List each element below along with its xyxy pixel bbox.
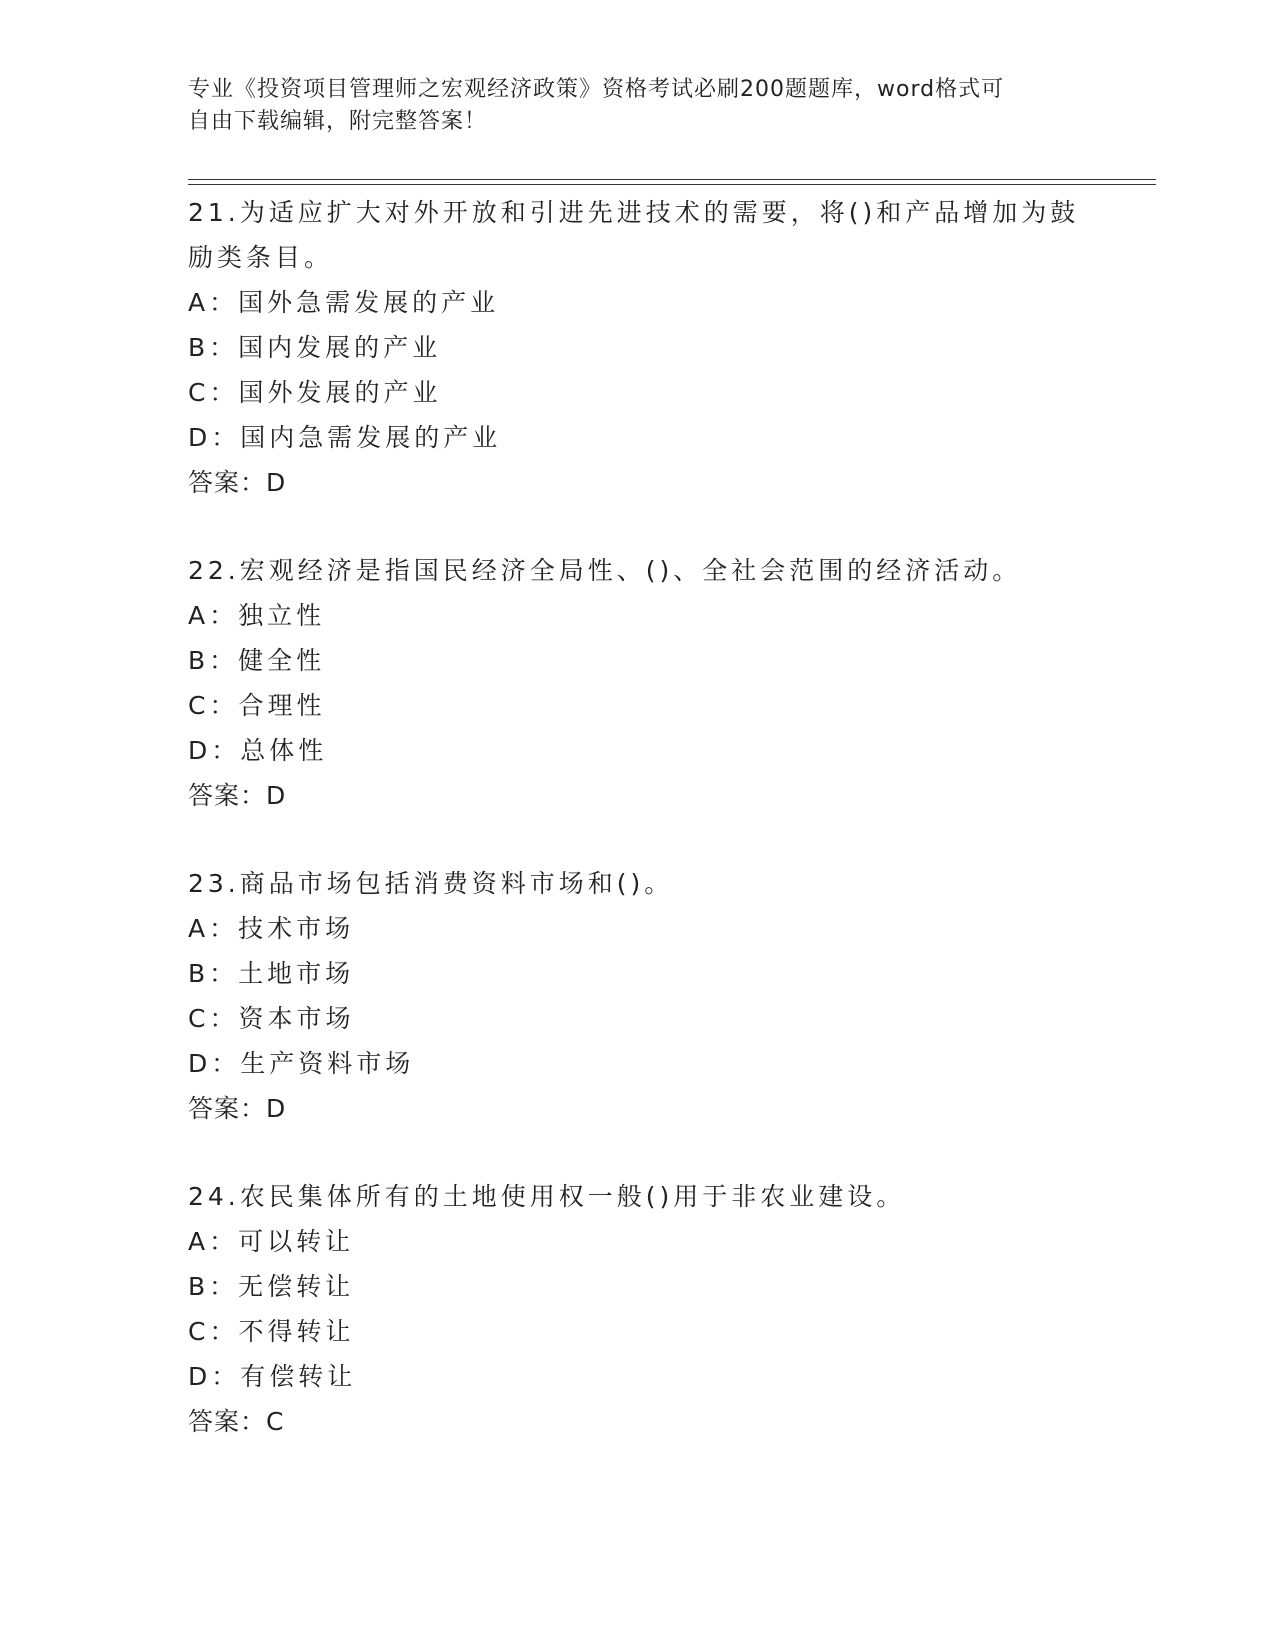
option-a: A：独立性 bbox=[188, 601, 326, 630]
answer: 答案：D bbox=[188, 781, 287, 810]
answer: 答案：D bbox=[188, 468, 287, 497]
question-stem: 21.为适应扩大对外开放和引进先进技术的需要，将()和产品增加为鼓 bbox=[188, 198, 1080, 227]
question-stem: 22.宏观经济是指国民经济全局性、()、全社会范围的经济活动。 bbox=[188, 556, 1022, 585]
option-c: C：合理性 bbox=[188, 691, 326, 720]
header-divider-bottom bbox=[188, 184, 1156, 185]
option-d: D：有偿转让 bbox=[188, 1362, 357, 1391]
document-header bbox=[188, 74, 1088, 138]
option-c: C：国外发展的产业 bbox=[188, 378, 442, 407]
answer: 答案：D bbox=[188, 1094, 287, 1123]
question-stem: 24.农民集体所有的土地使用权一般()用于非农业建设。 bbox=[188, 1182, 906, 1211]
question-24 bbox=[188, 1174, 1148, 1444]
question-stem: 23.商品市场包括消费资料市场和()。 bbox=[188, 869, 674, 898]
question-list bbox=[188, 190, 1148, 1487]
header-line-2: 自由下载编辑，附完整答案！ bbox=[188, 109, 488, 134]
option-a: A：可以转让 bbox=[188, 1227, 355, 1256]
answer: 答案：C bbox=[188, 1407, 285, 1436]
option-d: D：总体性 bbox=[188, 736, 328, 765]
option-b: B：无偿转让 bbox=[188, 1272, 355, 1301]
option-d: D：生产资料市场 bbox=[188, 1049, 415, 1078]
question-21 bbox=[188, 190, 1148, 505]
option-b: B：土地市场 bbox=[188, 959, 355, 988]
option-a: A：技术市场 bbox=[188, 914, 355, 943]
option-c: C：不得转让 bbox=[188, 1317, 355, 1346]
header-divider-top bbox=[188, 179, 1156, 180]
question-23 bbox=[188, 861, 1148, 1131]
option-b: B：国内发展的产业 bbox=[188, 333, 442, 362]
option-a: A：国外急需发展的产业 bbox=[188, 288, 500, 317]
question-22 bbox=[188, 548, 1148, 818]
option-d: D：国内急需发展的产业 bbox=[188, 423, 502, 452]
header-line-1: 专业《投资项目管理师之宏观经济政策》资格考试必刷200题题库，word格式可 bbox=[188, 77, 1005, 102]
option-c: C：资本市场 bbox=[188, 1004, 355, 1033]
option-b: B：健全性 bbox=[188, 646, 326, 675]
question-stem: 励类条目。 bbox=[188, 243, 334, 272]
